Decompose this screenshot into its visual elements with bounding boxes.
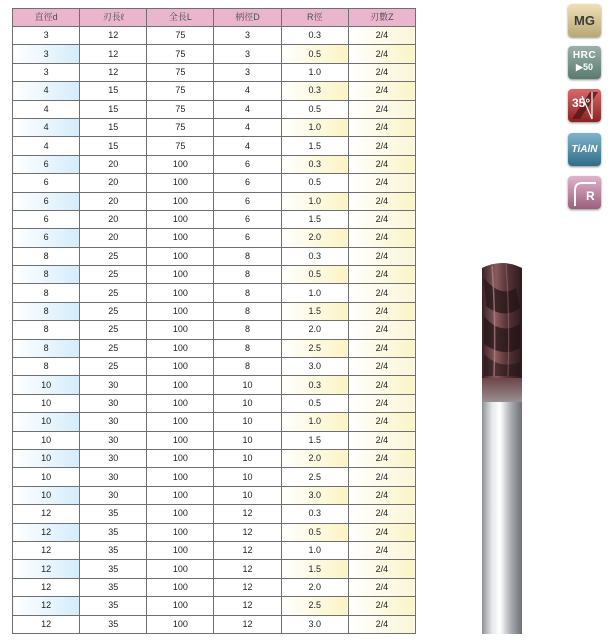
- cell-overall-length: 100: [147, 376, 214, 394]
- cell-overall-length: 100: [147, 523, 214, 541]
- cell-corner-radius: 1.0: [281, 192, 348, 210]
- cell-shank-diameter: 8: [214, 339, 281, 357]
- cell-flutes: 2/4: [348, 358, 415, 376]
- cell-overall-length: 100: [147, 505, 214, 523]
- cell-shank-diameter: 3: [214, 45, 281, 63]
- cell-flutes: 2/4: [348, 449, 415, 467]
- cell-diameter: 12: [13, 523, 80, 541]
- cell-overall-length: 100: [147, 413, 214, 431]
- cell-flute-length: 30: [80, 449, 147, 467]
- cell-overall-length: 100: [147, 155, 214, 173]
- cell-overall-length: 75: [147, 45, 214, 63]
- spec-table: [12, 8, 416, 634]
- cell-diameter: 10: [13, 449, 80, 467]
- cell-flute-length: 15: [80, 100, 147, 118]
- cell-corner-radius: 2.0: [281, 449, 348, 467]
- table-row: [13, 523, 416, 541]
- cell-flutes: 2/4: [348, 229, 415, 247]
- cell-corner-radius: 1.5: [281, 137, 348, 155]
- cell-shank-diameter: 10: [214, 468, 281, 486]
- cell-shank-diameter: 12: [214, 541, 281, 559]
- cell-shank-diameter: 8: [214, 302, 281, 320]
- cell-shank-diameter: 12: [214, 597, 281, 615]
- cell-diameter: 8: [13, 358, 80, 376]
- cell-diameter: 12: [13, 578, 80, 596]
- cell-flute-length: 12: [80, 45, 147, 63]
- cell-diameter: 4: [13, 118, 80, 136]
- cell-flutes: 2/4: [348, 210, 415, 228]
- cell-flute-length: 25: [80, 339, 147, 357]
- table-row: [13, 615, 416, 633]
- table-row: [13, 339, 416, 357]
- cell-diameter: 8: [13, 284, 80, 302]
- cell-flute-length: 25: [80, 266, 147, 284]
- corner-radius-label: R: [586, 189, 595, 203]
- cell-flutes: 2/4: [348, 431, 415, 449]
- cell-corner-radius: 1.5: [281, 302, 348, 320]
- cell-shank-diameter: 10: [214, 431, 281, 449]
- cell-corner-radius: 1.0: [281, 541, 348, 559]
- cell-shank-diameter: 12: [214, 578, 281, 596]
- cell-overall-length: 100: [147, 174, 214, 192]
- table-row: [13, 394, 416, 412]
- table-row: [13, 413, 416, 431]
- cell-corner-radius: 0.3: [281, 27, 348, 45]
- cell-corner-radius: 2.5: [281, 339, 348, 357]
- cell-diameter: 3: [13, 27, 80, 45]
- cell-overall-length: 100: [147, 229, 214, 247]
- table-row: [13, 468, 416, 486]
- cell-overall-length: 100: [147, 302, 214, 320]
- cell-flute-length: 30: [80, 431, 147, 449]
- cell-shank-diameter: 12: [214, 523, 281, 541]
- cell-shank-diameter: 4: [214, 100, 281, 118]
- cell-diameter: 3: [13, 63, 80, 81]
- cell-flute-length: 35: [80, 615, 147, 633]
- table-row: [13, 578, 416, 596]
- cell-flute-length: 35: [80, 560, 147, 578]
- table-row: [13, 210, 416, 228]
- cell-flutes: 2/4: [348, 578, 415, 596]
- cell-diameter: 10: [13, 394, 80, 412]
- cell-overall-length: 100: [147, 247, 214, 265]
- cell-flute-length: 20: [80, 155, 147, 173]
- table-row: [13, 449, 416, 467]
- cell-corner-radius: 0.5: [281, 266, 348, 284]
- table-row: [13, 63, 416, 81]
- table-row: [13, 266, 416, 284]
- cell-overall-length: 100: [147, 541, 214, 559]
- cell-shank-diameter: 12: [214, 505, 281, 523]
- cell-diameter: 6: [13, 155, 80, 173]
- cell-diameter: 6: [13, 229, 80, 247]
- cell-shank-diameter: 10: [214, 394, 281, 412]
- cell-shank-diameter: 8: [214, 321, 281, 339]
- corner-radius-icon: [568, 176, 601, 209]
- cell-flute-length: 20: [80, 210, 147, 228]
- cell-overall-length: 100: [147, 192, 214, 210]
- table-row: [13, 321, 416, 339]
- cell-flutes: 2/4: [348, 321, 415, 339]
- cell-flute-length: 35: [80, 597, 147, 615]
- cell-corner-radius: 2.0: [281, 578, 348, 596]
- cell-overall-length: 100: [147, 339, 214, 357]
- table-row: [13, 155, 416, 173]
- table-row: [13, 302, 416, 320]
- cell-diameter: 12: [13, 560, 80, 578]
- cell-flutes: 2/4: [348, 468, 415, 486]
- cell-flutes: 2/4: [348, 118, 415, 136]
- cell-flute-length: 30: [80, 413, 147, 431]
- cell-flutes: 2/4: [348, 486, 415, 504]
- cell-corner-radius: 0.5: [281, 174, 348, 192]
- cell-flutes: 2/4: [348, 394, 415, 412]
- cell-overall-length: 100: [147, 358, 214, 376]
- cell-diameter: 10: [13, 486, 80, 504]
- cell-flutes: 2/4: [348, 560, 415, 578]
- table-row: [13, 284, 416, 302]
- cell-overall-length: 100: [147, 284, 214, 302]
- cell-corner-radius: 1.5: [281, 431, 348, 449]
- cell-shank-diameter: 8: [214, 247, 281, 265]
- cell-overall-length: 100: [147, 560, 214, 578]
- table-row: [13, 174, 416, 192]
- mg-badge-label: MG: [574, 13, 595, 28]
- cell-flutes: 2/4: [348, 192, 415, 210]
- cell-corner-radius: 1.5: [281, 560, 348, 578]
- cell-diameter: 12: [13, 615, 80, 633]
- cell-shank-diameter: 4: [214, 137, 281, 155]
- cell-flutes: 2/4: [348, 615, 415, 633]
- cell-overall-length: 75: [147, 100, 214, 118]
- cell-flutes: 2/4: [348, 100, 415, 118]
- cell-diameter: 10: [13, 376, 80, 394]
- end-mill-product-image: [466, 258, 538, 638]
- table-row: [13, 229, 416, 247]
- cell-overall-length: 100: [147, 486, 214, 504]
- cell-diameter: 4: [13, 82, 80, 100]
- cell-flute-length: 25: [80, 358, 147, 376]
- header-flutes: 刃數Z: [348, 9, 415, 27]
- cell-corner-radius: 3.0: [281, 486, 348, 504]
- cell-flute-length: 20: [80, 229, 147, 247]
- table-row: [13, 118, 416, 136]
- hrc-badge-label: HRC: [572, 50, 597, 61]
- header-shank-diameter: 柄徑D: [214, 9, 281, 27]
- table-row: [13, 597, 416, 615]
- cell-flutes: 2/4: [348, 63, 415, 81]
- cell-shank-diameter: 6: [214, 155, 281, 173]
- cell-overall-length: 100: [147, 321, 214, 339]
- cell-diameter: 12: [13, 505, 80, 523]
- table-row: [13, 376, 416, 394]
- cell-flute-length: 30: [80, 468, 147, 486]
- cell-flutes: 2/4: [348, 523, 415, 541]
- cell-overall-length: 75: [147, 63, 214, 81]
- table-row: [13, 137, 416, 155]
- cell-flute-length: 20: [80, 192, 147, 210]
- cell-shank-diameter: 6: [214, 210, 281, 228]
- cell-corner-radius: 2.0: [281, 321, 348, 339]
- cell-diameter: 4: [13, 137, 80, 155]
- hrc-badge-value: ▶50: [576, 62, 593, 72]
- cell-corner-radius: 1.0: [281, 413, 348, 431]
- cell-corner-radius: 0.3: [281, 376, 348, 394]
- cell-flutes: 2/4: [348, 597, 415, 615]
- table-row: [13, 486, 416, 504]
- cell-flute-length: 30: [80, 486, 147, 504]
- cell-flute-length: 12: [80, 27, 147, 45]
- cell-diameter: 3: [13, 45, 80, 63]
- cell-flutes: 2/4: [348, 82, 415, 100]
- cell-flute-length: 15: [80, 82, 147, 100]
- coating-badge-label: TiAlN: [571, 144, 598, 155]
- cell-corner-radius: 0.3: [281, 505, 348, 523]
- cell-shank-diameter: 6: [214, 174, 281, 192]
- header-corner-radius: R徑: [281, 9, 348, 27]
- table-row: [13, 505, 416, 523]
- cell-flute-length: 35: [80, 505, 147, 523]
- cell-diameter: 8: [13, 247, 80, 265]
- cell-flute-length: 25: [80, 302, 147, 320]
- header-overall-length: 全長L: [147, 9, 214, 27]
- table-row: [13, 45, 416, 63]
- cell-diameter: 12: [13, 597, 80, 615]
- table-row: [13, 358, 416, 376]
- cell-shank-diameter: 10: [214, 449, 281, 467]
- cell-shank-diameter: 6: [214, 192, 281, 210]
- cell-diameter: 10: [13, 413, 80, 431]
- cell-shank-diameter: 10: [214, 413, 281, 431]
- cell-diameter: 10: [13, 431, 80, 449]
- cell-corner-radius: 0.3: [281, 247, 348, 265]
- cell-corner-radius: 0.5: [281, 523, 348, 541]
- table-row: [13, 27, 416, 45]
- cell-overall-length: 100: [147, 431, 214, 449]
- cell-diameter: 6: [13, 174, 80, 192]
- cell-flutes: 2/4: [348, 137, 415, 155]
- cell-overall-length: 100: [147, 266, 214, 284]
- cell-flute-length: 25: [80, 284, 147, 302]
- cell-shank-diameter: 8: [214, 358, 281, 376]
- cell-corner-radius: 2.0: [281, 229, 348, 247]
- cell-diameter: 6: [13, 192, 80, 210]
- cell-overall-length: 100: [147, 394, 214, 412]
- cell-corner-radius: 2.5: [281, 597, 348, 615]
- cell-shank-diameter: 12: [214, 560, 281, 578]
- cell-flutes: 2/4: [348, 505, 415, 523]
- table-row: [13, 431, 416, 449]
- cell-diameter: 8: [13, 266, 80, 284]
- cell-shank-diameter: 3: [214, 63, 281, 81]
- cell-corner-radius: 3.0: [281, 615, 348, 633]
- cell-diameter: 8: [13, 339, 80, 357]
- cell-flutes: 2/4: [348, 45, 415, 63]
- cell-flute-length: 35: [80, 523, 147, 541]
- table-row: [13, 560, 416, 578]
- cell-shank-diameter: 4: [214, 82, 281, 100]
- cell-corner-radius: 0.3: [281, 82, 348, 100]
- cell-flute-length: 25: [80, 247, 147, 265]
- cell-shank-diameter: 8: [214, 284, 281, 302]
- cell-shank-diameter: 8: [214, 266, 281, 284]
- cell-diameter: 8: [13, 302, 80, 320]
- cell-shank-diameter: 4: [214, 118, 281, 136]
- cell-corner-radius: 1.0: [281, 63, 348, 81]
- cell-overall-length: 75: [147, 27, 214, 45]
- cell-flute-length: 15: [80, 137, 147, 155]
- cell-flute-length: 15: [80, 118, 147, 136]
- cell-shank-diameter: 10: [214, 376, 281, 394]
- cell-flutes: 2/4: [348, 247, 415, 265]
- table-row: [13, 192, 416, 210]
- cell-overall-length: 100: [147, 210, 214, 228]
- cell-flute-length: 35: [80, 578, 147, 596]
- helix-angle-icon: [568, 89, 601, 122]
- cell-overall-length: 100: [147, 578, 214, 596]
- cell-shank-diameter: 10: [214, 486, 281, 504]
- cell-flutes: 2/4: [348, 339, 415, 357]
- cell-corner-radius: 0.5: [281, 100, 348, 118]
- cell-flute-length: 30: [80, 376, 147, 394]
- cell-flute-length: 25: [80, 321, 147, 339]
- cell-flutes: 2/4: [348, 174, 415, 192]
- helix-angle-label: 35°: [572, 96, 591, 110]
- cell-flutes: 2/4: [348, 413, 415, 431]
- table-row: [13, 541, 416, 559]
- table-row: [13, 247, 416, 265]
- cell-diameter: 8: [13, 321, 80, 339]
- cell-corner-radius: 1.0: [281, 118, 348, 136]
- cell-diameter: 10: [13, 468, 80, 486]
- cell-corner-radius: 1.0: [281, 284, 348, 302]
- spec-table-header: [13, 9, 416, 27]
- mg-badge-icon: [568, 4, 601, 37]
- cell-overall-length: 100: [147, 468, 214, 486]
- cell-overall-length: 100: [147, 449, 214, 467]
- cell-shank-diameter: 12: [214, 615, 281, 633]
- cell-flutes: 2/4: [348, 376, 415, 394]
- cell-flute-length: 12: [80, 63, 147, 81]
- coating-badge-icon: [568, 133, 601, 166]
- cell-flutes: 2/4: [348, 27, 415, 45]
- cell-diameter: 4: [13, 100, 80, 118]
- cell-flute-length: 35: [80, 541, 147, 559]
- table-row: [13, 82, 416, 100]
- cell-overall-length: 100: [147, 615, 214, 633]
- cell-corner-radius: 0.5: [281, 45, 348, 63]
- cell-diameter: 12: [13, 541, 80, 559]
- cell-shank-diameter: 6: [214, 229, 281, 247]
- cell-corner-radius: 1.5: [281, 210, 348, 228]
- cell-corner-radius: 0.5: [281, 394, 348, 412]
- header-flute-length: 刃長ℓ: [80, 9, 147, 27]
- spec-table-body: [13, 27, 416, 634]
- cell-overall-length: 75: [147, 118, 214, 136]
- cell-corner-radius: 3.0: [281, 358, 348, 376]
- cell-flute-length: 20: [80, 174, 147, 192]
- cell-flutes: 2/4: [348, 155, 415, 173]
- cell-overall-length: 75: [147, 137, 214, 155]
- cell-corner-radius: 0.3: [281, 155, 348, 173]
- cell-diameter: 6: [13, 210, 80, 228]
- header-diameter: 直徑d: [13, 9, 80, 27]
- hrc-badge-icon: [568, 46, 601, 79]
- cell-overall-length: 100: [147, 597, 214, 615]
- cell-flutes: 2/4: [348, 284, 415, 302]
- cell-flute-length: 30: [80, 394, 147, 412]
- table-row: [13, 100, 416, 118]
- cell-flutes: 2/4: [348, 266, 415, 284]
- corner-radius-graphic: [568, 176, 601, 209]
- cell-flutes: 2/4: [348, 302, 415, 320]
- cell-overall-length: 75: [147, 82, 214, 100]
- cell-flutes: 2/4: [348, 541, 415, 559]
- cell-corner-radius: 2.5: [281, 468, 348, 486]
- cell-shank-diameter: 3: [214, 27, 281, 45]
